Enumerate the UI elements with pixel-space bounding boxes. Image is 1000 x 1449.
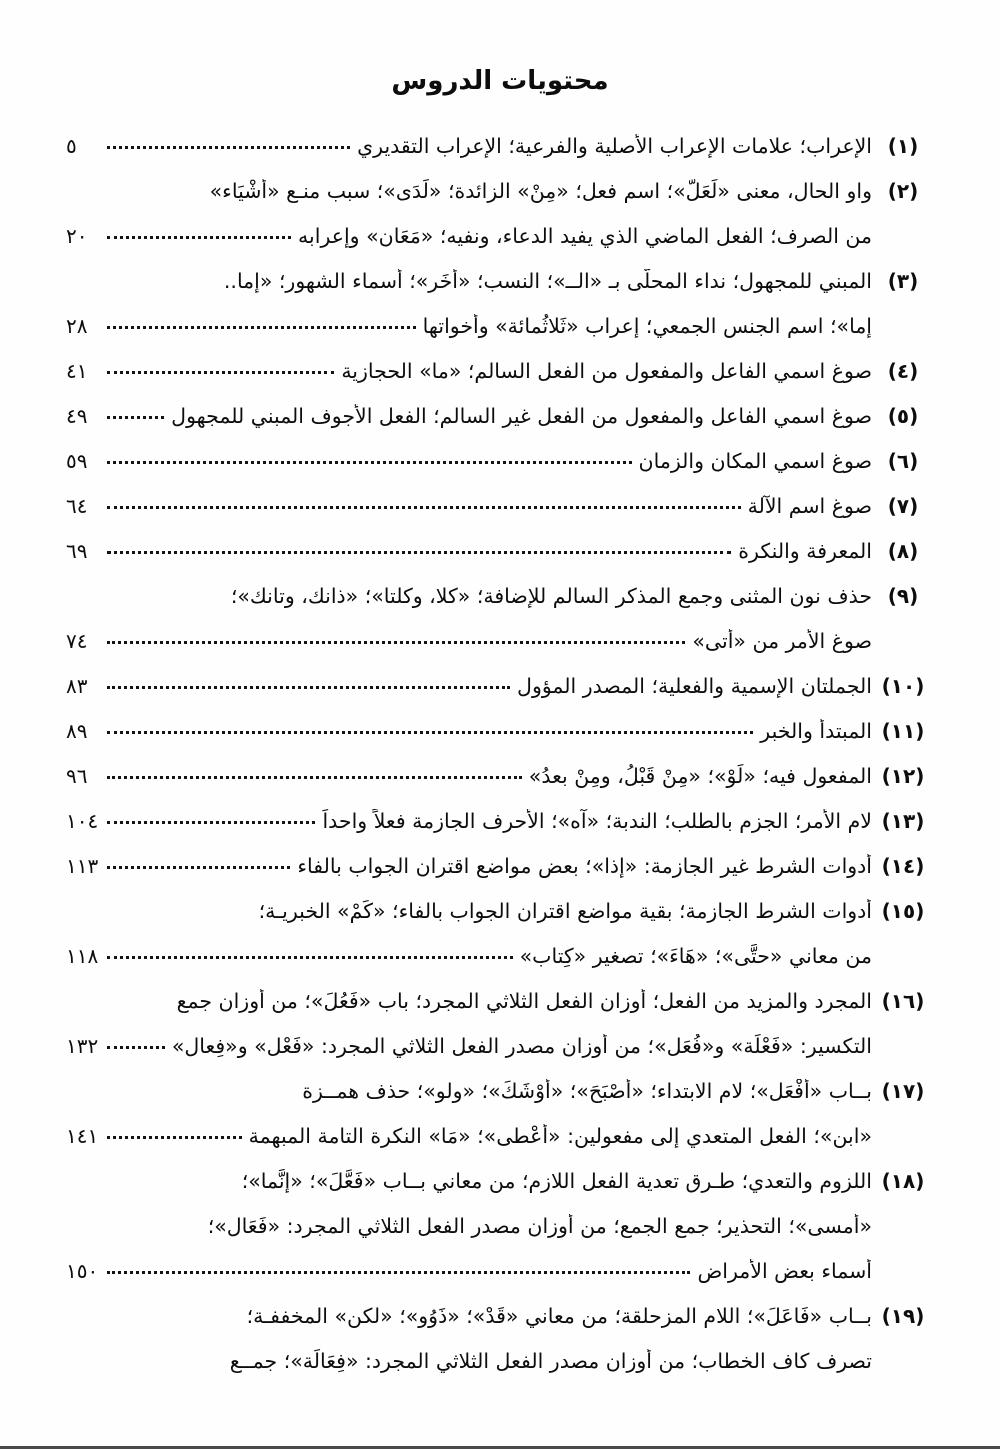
toc-entry-text-cell [66,449,872,475]
toc-entry[interactable] [0,764,1000,809]
dot-leader [107,1037,165,1053]
toc-entry-text-cell [66,629,872,655]
dot-leader [107,812,315,828]
toc-page-number: ١٥٠ [66,1259,99,1283]
toc-entry[interactable] [0,1079,1000,1169]
toc-entry-number: (١٤) [881,854,925,878]
toc-entry-title: المبتدأ والخبر [760,719,872,743]
toc-entry-line [66,719,934,764]
toc-entry-line [66,899,934,944]
toc-page-number: ٢٠ [66,224,88,248]
toc-page-number: ١٣٢ [66,1034,99,1058]
toc-entry-number: (٣) [887,269,919,293]
toc-entry[interactable] [0,494,1000,539]
toc-entry-line [66,449,934,494]
toc-page-number: ٥٩ [66,449,88,473]
toc-entry-line [66,1304,934,1349]
dot-leader [107,137,350,153]
toc-entry-text-cell [66,899,872,925]
toc-entry[interactable] [0,899,1000,989]
dot-leader [107,542,731,558]
toc-entry-text-cell [66,1349,872,1375]
dot-leader [107,227,291,243]
toc-entry-title: المجرد والمزيد من الفعل؛ أوزان الفعل الثلاثي المجرد؛ باب «فَعُلَ»؛ من أوزان جمع [176,989,872,1013]
toc-entry[interactable] [0,584,1000,674]
toc-entry[interactable] [0,674,1000,719]
dot-leader [107,317,416,333]
toc-entry-line [66,584,934,629]
toc-entry-line [66,809,934,854]
toc-entry-line [66,404,934,449]
toc-entry-text-cell [66,1214,872,1240]
toc-entry-number: (٧) [887,494,919,518]
toc-entry[interactable] [0,134,1000,179]
dot-leader [107,722,753,738]
table-of-contents [0,134,1000,1394]
dot-leader [107,497,741,513]
toc-page-number: ١١٨ [66,944,99,968]
toc-entry-text-cell [66,854,872,880]
toc-entry-text-cell [66,269,872,295]
toc-entry-line [66,314,934,359]
toc-entry-text-cell [66,539,872,565]
dot-leader [107,1127,242,1143]
toc-entry-line [66,1169,934,1214]
toc-entry-number: (١٩) [881,1304,925,1328]
toc-entry-text-cell [66,719,872,745]
toc-page-number: ٤١ [66,359,88,383]
toc-entry-number: (٨) [887,539,919,563]
toc-entry-line [66,854,934,899]
toc-entry-number: (١٨) [881,1169,925,1193]
toc-entry-number: (١١) [881,719,925,743]
toc-entry[interactable] [0,404,1000,449]
toc-entry-number: (٦) [887,449,919,473]
dot-leader [107,677,510,693]
toc-entry-text-cell [66,359,872,385]
toc-entry-line [66,269,934,314]
toc-page-number: ٧٤ [66,629,88,653]
toc-entry-number: (٢) [887,179,919,203]
toc-page-number: ١٠٤ [66,809,99,833]
toc-entry-line [66,764,934,809]
toc-entry-text-cell [66,1169,872,1195]
toc-entry-title: «ابن»؛ الفعل المتعدي إلى مفعولين: «أعْطى»؛ «مَا» النكرة التامة المبهمة [248,1124,872,1148]
toc-entry-line [66,629,934,674]
dot-leader [107,452,632,468]
toc-entry-line [66,1214,934,1259]
toc-entry-text-cell [66,1079,872,1105]
toc-entry-title: من الصرف؛ الفعل الماضي الذي يفيد الدعاء، ونفيه؛ «مَعَان» وإعرابه [298,224,872,248]
toc-entry-text-cell [66,179,872,205]
toc-entry-text-cell [66,1259,872,1285]
toc-entry-title: بــاب «فَاعَلَ»؛ اللام المزحلقة؛ من معاني «قَدْ»؛ «ذَوُو»؛ «لكن» المخففـة؛ [246,1304,872,1328]
toc-page-number: ٤٩ [66,404,88,428]
toc-entry[interactable] [0,539,1000,584]
toc-entry[interactable] [0,719,1000,764]
toc-entry[interactable] [0,1304,1000,1394]
toc-entry-text-cell [66,674,872,700]
toc-entry-title: إما»؛ اسم الجنس الجمعي؛ إعراب «ثَلاثُمائة» وأخواتها [422,314,872,338]
toc-entry[interactable] [0,359,1000,404]
dot-leader [107,362,334,378]
toc-entry-title: صوغ اسمي المكان والزمان [638,449,872,473]
toc-page-number: ١٤١ [66,1124,99,1148]
toc-page-number: ٩٦ [66,764,88,788]
toc-entry-title: تصرف كاف الخطاب؛ من أوزان مصدر الفعل الثلاثي المجرد: «فِعَالَة»؛ جمــع [229,1349,872,1373]
toc-entry-number: (١٦) [881,989,925,1013]
dot-leader [107,947,513,963]
toc-entry-number: (٤) [887,359,919,383]
toc-entry-line [66,944,934,989]
toc-entry-line [66,494,934,539]
toc-entry-title: أدوات الشرط غير الجازمة: «إذا»؛ بعض مواضع اقتران الجواب بالفاء [297,854,872,878]
toc-entry-number: (٥) [887,404,919,428]
toc-entry-title: الإعراب؛ علامات الإعراب الأصلية والفرعية؛ الإعراب التقديري [357,134,872,158]
toc-entry[interactable] [0,449,1000,494]
toc-page-number: ٨٣ [66,674,88,698]
toc-entry-number: (١٥) [881,899,925,923]
toc-entry-line [66,1079,934,1124]
toc-entry-line [66,674,934,719]
toc-entry-title: بــاب «أفْعَل»؛ لام الابتداء؛ «أصْبَحَ»؛ «أوْشَكَ»؛ «ولو»؛ حذف همــزة [302,1079,872,1103]
toc-entry-text-cell [66,134,872,160]
toc-entry-text-cell [66,314,872,340]
toc-entry-text-cell [66,1034,872,1060]
toc-entry[interactable] [0,809,1000,854]
toc-entry-title: لام الأمر؛ الجزم بالطلب؛ الندبة؛ «آه»؛ الأحرف الجازمة فعلاً واحداً [322,809,872,833]
toc-entry[interactable] [0,854,1000,899]
dot-leader [107,632,685,648]
toc-entry-line [66,224,934,269]
toc-entry-title: واو الحال، معنى «لَعَلَّ»؛ اسم فعل؛ «مِنْ» الزائدة؛ «لَدَى»؛ سبب منـع «أُشْيَاء» [209,179,872,203]
toc-entry-title: من معاني «حتَّى»؛ «هَاءَ»؛ تصغير «كِتاب» [519,944,872,968]
toc-page-number: ٨٩ [66,719,88,743]
toc-entry-line [66,134,934,179]
toc-entry-line [66,1124,934,1169]
toc-entry-text-cell [66,1304,872,1330]
toc-entry-text-cell [66,989,872,1015]
toc-page-number: ٦٩ [66,539,88,563]
toc-entry-number: (١٢) [881,764,925,788]
toc-page-number: ٢٨ [66,314,88,338]
dot-leader [107,857,290,873]
toc-entry-text-cell [66,944,872,970]
toc-entry-line [66,1259,934,1304]
toc-entry-title: اللزوم والتعدي؛ طـرق تعدية الفعل اللازم؛ من معاني بــاب «فَعَّلَ»؛ «إنَّما»؛ [241,1169,872,1193]
toc-entry-title: «أمسى»؛ التحذير؛ جمع الجمع؛ من أوزان مصدر الفعل الثلاثي المجرد: «فَعَال»؛ [207,1214,872,1238]
toc-entry-title: المبني للمجهول؛ نداء المحلَّى بـ «الــ»؛ النسب؛ «أُخَر»؛ أسماء الشهور؛ «إما.. [223,269,872,293]
toc-page-number: ٦٤ [66,494,88,518]
toc-entry[interactable] [0,989,1000,1079]
page-title: محتويات الدروس [391,66,609,96]
toc-entry-text-cell [66,584,872,610]
toc-entry[interactable] [0,269,1000,359]
toc-entry-title: صوغ اسم الآلة [747,494,872,518]
toc-entry-text-cell [66,1124,872,1150]
toc-entry-number: (١) [887,134,919,158]
toc-entry-line [66,1349,934,1394]
toc-page-number: ١١٣ [66,854,99,878]
toc-entry-number: (١٠) [881,674,925,698]
toc-entry-title: أسماء بعض الأمراض [697,1259,872,1283]
toc-entry[interactable] [0,179,1000,269]
toc-entry-title: المعرفة والنكرة [738,539,872,563]
toc-entry-text-cell [66,764,872,790]
toc-entry-title: المفعول فيه؛ «لَوْ»؛ «مِنْ قَبْلُ، ومِنْ بعدُ» [528,764,872,788]
toc-entry-text-cell [66,494,872,520]
toc-entry-title: حذف نون المثنى وجمع المذكر السالم للإضافة؛ «كلا، وكلتا»؛ «ذانك، وتانك»؛ [230,584,872,608]
toc-entry-text-cell [66,404,872,430]
toc-entry-text-cell [66,224,872,250]
toc-entry-title: صوغ اسمي الفاعل والمفعول من الفعل غير السالم؛ الفعل الأجوف المبني للمجهول [171,404,872,428]
toc-entry-line [66,539,934,584]
toc-entry-line [66,179,934,224]
dot-leader [107,407,164,423]
toc-entry-line [66,359,934,404]
toc-entry-number: (١٧) [881,1079,925,1103]
toc-page-number: ٥ [66,134,77,158]
toc-entry-text-cell [66,809,872,835]
toc-entry-number: (١٣) [881,809,925,833]
toc-entry-title: صوغ اسمي الفاعل والمفعول من الفعل السالم؛ «ما» الحجازية [341,359,872,383]
dot-leader [107,767,522,783]
toc-entry-line [66,1034,934,1079]
toc-entry-title: أدوات الشرط الجازمة؛ بقية مواضع اقتران الجواب بالفاء؛ «كَمْ» الخبريـة؛ [258,899,872,923]
toc-entry-title: الجملتان الإسمية والفعلية؛ المصدر المؤول [517,674,872,698]
toc-entry[interactable] [0,1169,1000,1304]
toc-entry-number: (٩) [887,584,919,608]
dot-leader [107,1262,690,1278]
toc-entry-line [66,989,934,1034]
toc-entry-title: صوغ الأمر من «أتى» [692,629,872,653]
toc-entry-title: التكسير: «فَعْلَة» و«فُعَل»؛ من أوزان مصدر الفعل الثلاثي المجرد: «فَعْل» و«فِعال» [171,1034,872,1058]
